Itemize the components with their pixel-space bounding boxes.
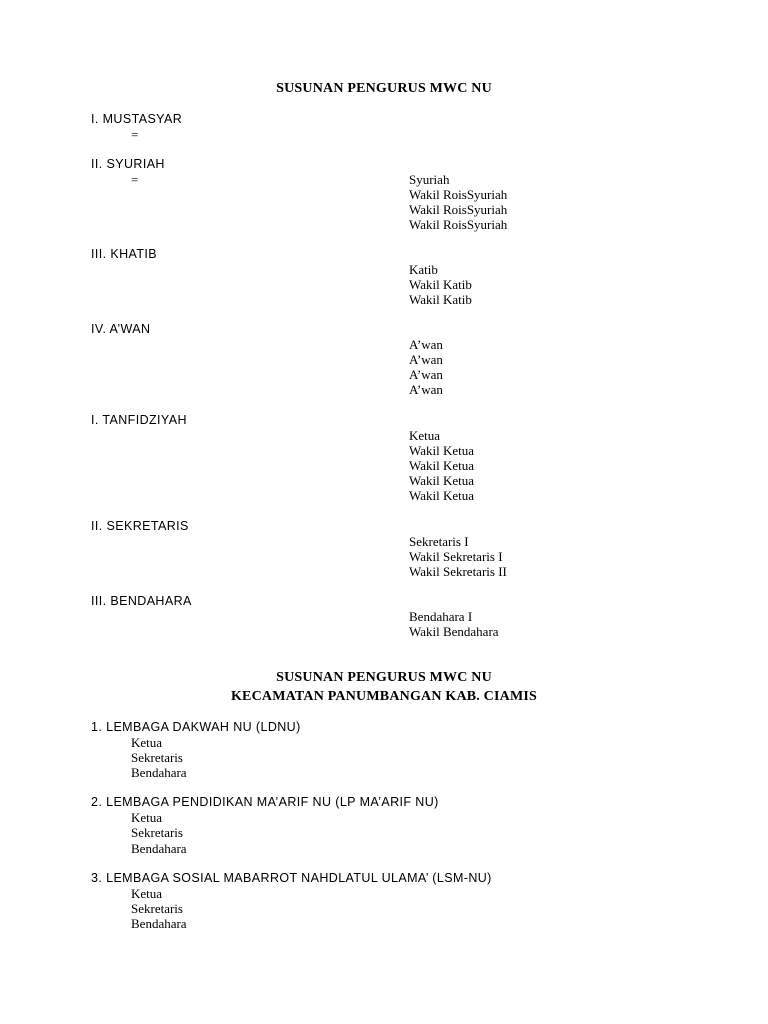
- lembaga-role: Sekretaris: [131, 825, 183, 840]
- section-label-tanfidziyah: I. TANFIDZIYAH: [91, 413, 187, 427]
- role-item: Wakil RoisSyuriah: [409, 187, 508, 202]
- lembaga-role: Bendahara: [131, 916, 187, 931]
- role-item: Wakil Ketua: [409, 488, 475, 503]
- role-item: Wakil Sekretaris II: [409, 564, 507, 579]
- lembaga-role: Sekretaris: [131, 750, 183, 765]
- role-item: Ketua: [409, 428, 441, 443]
- section-marker: =: [131, 127, 139, 142]
- role-item: Wakil Katib: [409, 292, 472, 307]
- lembaga-label-lsmnu: 3. LEMBAGA SOSIAL MABARROT NAHDLATUL ULAMA’ (LSM-NU): [91, 871, 492, 885]
- section-marker: =: [131, 172, 139, 187]
- section-label-khatib: III. KHATIB: [91, 247, 157, 261]
- section-label-sekretaris: II. SEKRETARIS: [91, 519, 189, 533]
- role-item: Bendahara I: [409, 609, 473, 624]
- role-item: A’wan: [409, 367, 443, 382]
- lembaga-role: Sekretaris: [131, 901, 183, 916]
- lembaga-role: Ketua: [131, 810, 163, 825]
- section-title-line2: KECAMATAN PANUMBANGAN KAB. CIAMIS: [230, 689, 538, 704]
- page-title: SUSUNAN PENGURUS MWC NU: [276, 81, 492, 96]
- lembaga-label-ldnu: 1. LEMBAGA DAKWAH NU (LDNU): [91, 720, 301, 734]
- role-item: Wakil Ketua: [409, 473, 475, 488]
- section-label-awan: IV. A’WAN: [91, 322, 151, 336]
- lembaga-role: Bendahara: [131, 765, 187, 780]
- role-item: Wakil RoisSyuriah: [409, 217, 508, 232]
- lembaga-role: Bendahara: [131, 841, 187, 856]
- section-label-syuriah: II. SYURIAH: [91, 157, 165, 171]
- lembaga-role: Ketua: [131, 886, 163, 901]
- role-item: A’wan: [409, 352, 443, 367]
- role-item: Wakil Ketua: [409, 443, 475, 458]
- section-label-mustasyar: I. MUSTASYAR: [91, 112, 183, 126]
- role-item: Wakil Sekretaris I: [409, 549, 503, 564]
- role-item: Katib: [409, 262, 438, 277]
- lembaga-role: Ketua: [131, 735, 163, 750]
- role-item: Syuriah: [409, 172, 450, 187]
- role-item: Sekretaris I: [409, 534, 469, 549]
- role-item: Wakil Ketua: [409, 458, 475, 473]
- role-item: Wakil RoisSyuriah: [409, 202, 508, 217]
- section-title-line1: SUSUNAN PENGURUS MWC NU: [276, 670, 492, 685]
- role-item: A’wan: [409, 337, 443, 352]
- role-item: Wakil Bendahara: [409, 624, 499, 639]
- section-label-bendahara: III. BENDAHARA: [91, 594, 192, 608]
- lembaga-label-maarif: 2. LEMBAGA PENDIDIKAN MA’ARIF NU (LP MA’ARIF NU): [91, 795, 439, 809]
- role-item: Wakil Katib: [409, 277, 472, 292]
- role-item: A’wan: [409, 382, 443, 397]
